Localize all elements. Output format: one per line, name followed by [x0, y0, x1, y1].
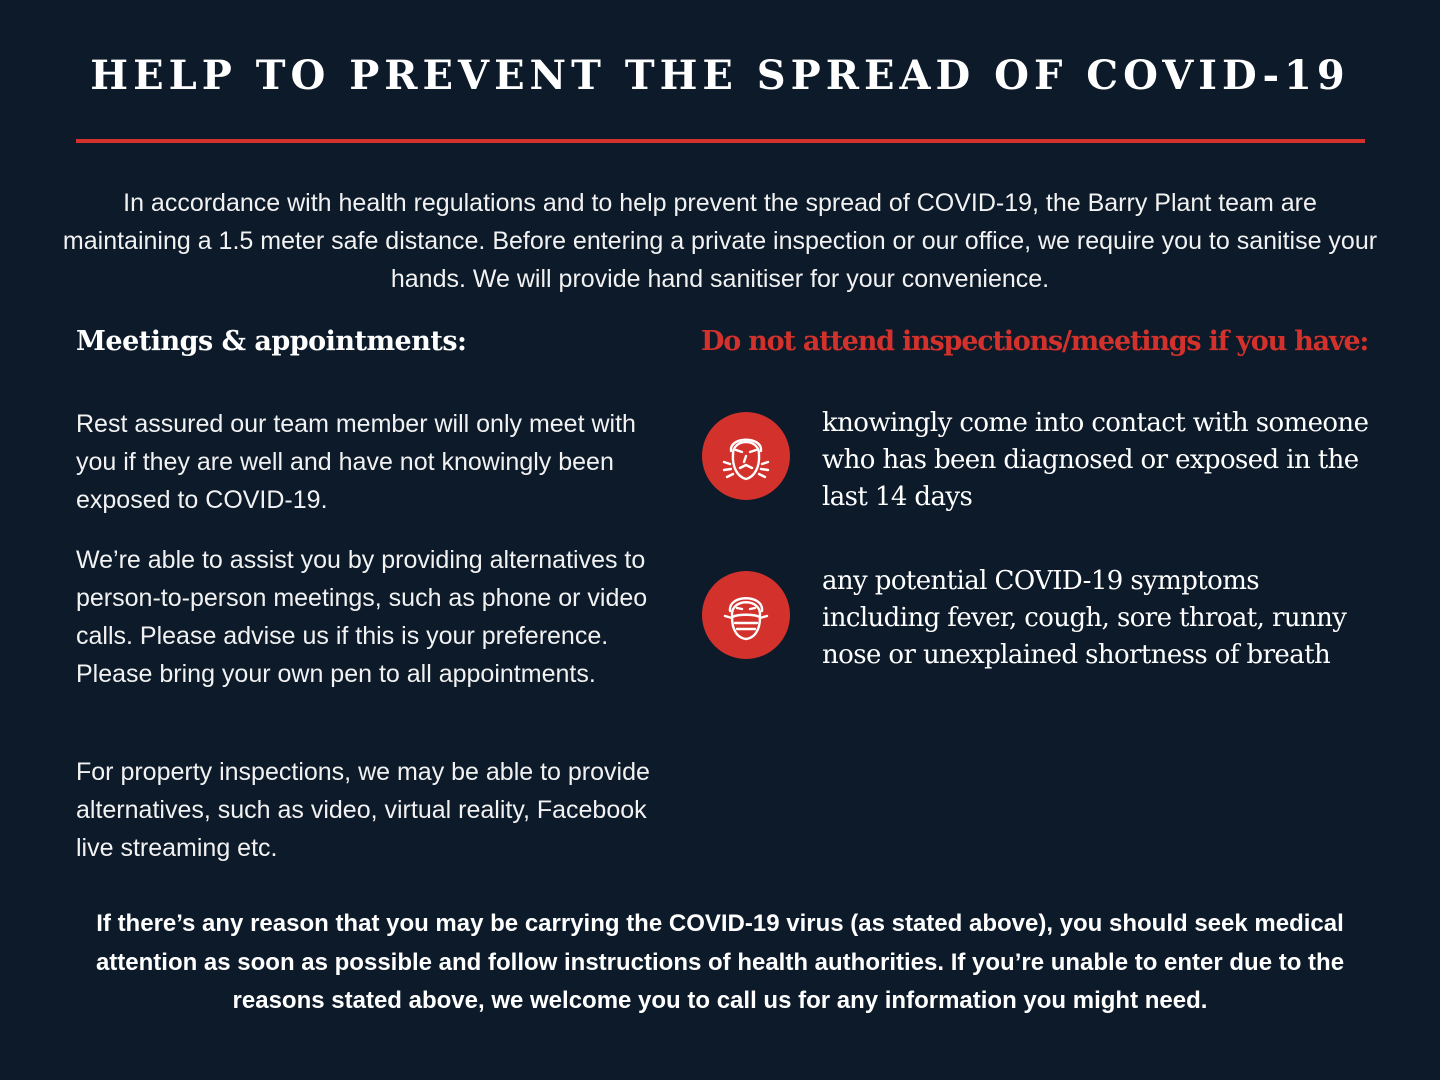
- footer-notice: If there’s any reason that you may be carrying the COVID-19 virus (as stated above), you should seek medical attention as soon as possible and follow instructions of health authorities. If you’re unable to enter due to the reasons stated above, we welcome you to call us for any information you might need.: [95, 910, 1345, 1014]
- page-title: HELP TO PREVENT THE SPREAD OF COVID-19: [90, 52, 1350, 99]
- meetings-paragraph: For property inspections, we may be able to provide alternatives, such as video, virtual reality, Facebook live streaming etc.: [76, 758, 650, 862]
- condition-contact-text: knowingly come into contact with someone who has been diagnosed or exposed in the last 14 days: [822, 408, 1369, 512]
- face-mask-icon: [702, 571, 790, 659]
- title-divider: [76, 139, 1365, 143]
- do-not-attend-heading: Do not attend inspections/meetings if you have:: [701, 326, 1369, 357]
- condition-symptoms-text: any potential COVID-19 symptoms including fever, cough, sore throat, runny nose or unexplained shortness of breath: [822, 566, 1347, 670]
- meetings-paragraph: Rest assured our team member will only meet with you if they are well and have not knowingly been exposed to COVID-19.: [76, 410, 636, 514]
- meetings-heading: Meetings & appointments:: [76, 326, 467, 357]
- sneezing-face-icon: [702, 412, 790, 500]
- meetings-paragraph: We’re able to assist you by providing alternatives to person-to-person meetings, such as phone or video calls. Please advise us if this is your preference. Please bring your own pen to all appointments.: [76, 546, 648, 688]
- intro-paragraph: In accordance with health regulations and to help prevent the spread of COVID-19, the Barry Plant team are maintaining a 1.5 meter safe distance. Before entering a private inspection or our office, we require you to sanitise your hands. We will provide hand sanitiser for your convenience.: [62, 189, 1378, 293]
